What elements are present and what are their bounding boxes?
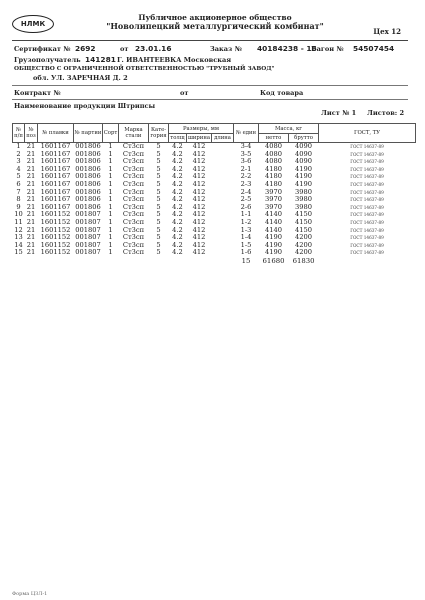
thickness-cell: 4.2 [172, 203, 183, 211]
width-cell: 412 [192, 173, 206, 181]
grade-cell: 1 [108, 203, 113, 211]
net-mass-cell: 4180 [265, 173, 283, 181]
steel-grade-cell: Ст3сп [122, 158, 145, 166]
position-cell: 21 [26, 211, 36, 219]
contract-date-label: от [180, 89, 189, 97]
grade-cell: 1 [108, 211, 113, 219]
batch-number-cell: 001807 [75, 249, 101, 257]
row-number-cell: 15 [14, 249, 23, 257]
batch-number-cell: 001806 [75, 173, 101, 181]
net-mass-cell: 4140 [265, 226, 283, 234]
header-divider [12, 40, 408, 41]
batch-number-cell: 001807 [75, 241, 101, 249]
order-label: Заказ № [210, 45, 242, 53]
grade-cell: 1 [108, 226, 113, 234]
wagon-label: Вагон № [311, 45, 344, 53]
width-cell: 412 [192, 226, 206, 234]
gross-mass-cell: 4150 [295, 211, 313, 219]
net-mass-cell: 4140 [265, 218, 283, 226]
batch-number-cell: 001806 [75, 188, 101, 196]
gross-mass-cell: 4090 [295, 142, 313, 150]
width-cell: 412 [192, 249, 206, 257]
grade-cell: 1 [108, 165, 113, 173]
position-cell: 21 [26, 196, 36, 204]
category-cell: 5 [156, 234, 161, 242]
length-cell [212, 204, 234, 212]
plate-number-cell: 1601167 [40, 173, 71, 181]
thickness-cell: 4.2 [172, 150, 183, 158]
width-cell: 412 [192, 234, 206, 242]
gross-mass-cell: 4190 [295, 180, 313, 188]
col-category-header: Кате-гория [149, 124, 169, 143]
table-row [13, 196, 416, 204]
plate-number-cell: 1601167 [40, 150, 71, 158]
thickness-cell: 4.2 [172, 188, 183, 196]
col-net-header: нетто [259, 134, 289, 143]
net-mass-cell: 3970 [265, 188, 283, 196]
unit-number-cell: 1-6 [240, 249, 252, 257]
gross-mass-cell: 4200 [295, 234, 313, 242]
totals-row [13, 257, 416, 266]
length-cell [212, 219, 234, 227]
plate-number-cell: 1601167 [40, 188, 71, 196]
consignee-divider [12, 85, 408, 86]
grade-cell: 1 [108, 180, 113, 188]
certificate-date: 23.01.16 [135, 44, 172, 53]
form-footer: Форма ЦЗЛ-1 [12, 591, 48, 597]
total-gross: 61830 [292, 256, 315, 265]
category-cell: 5 [156, 142, 161, 150]
position-cell: 21 [26, 241, 36, 249]
grade-cell: 1 [108, 249, 113, 257]
thickness-cell: 4.2 [172, 158, 183, 166]
table-row [13, 173, 416, 181]
gost-cell: ГОСТ 14637-89 [350, 212, 384, 218]
row-number-cell: 12 [14, 226, 23, 234]
category-cell: 5 [156, 188, 161, 196]
position-cell: 21 [26, 173, 36, 181]
length-cell [212, 158, 234, 166]
batch-number-cell: 001807 [75, 218, 101, 226]
batch-number-cell: 001807 [75, 226, 101, 234]
gost-cell: ГОСТ 14637-89 [350, 242, 384, 248]
batch-number-cell: 001807 [75, 234, 101, 242]
gross-mass-cell: 4200 [295, 241, 313, 249]
table-row [13, 242, 416, 250]
category-cell: 5 [156, 180, 161, 188]
batch-number-cell: 001806 [75, 150, 101, 158]
row-number-cell: 8 [16, 196, 21, 204]
plate-number-cell: 1601167 [40, 203, 71, 211]
col-grade-header: Сорт [103, 124, 119, 143]
thickness-cell: 4.2 [172, 142, 183, 150]
width-cell: 412 [192, 180, 206, 188]
table-row [13, 204, 416, 212]
position-cell: 21 [26, 234, 36, 242]
batch-number-cell: 001806 [75, 196, 101, 204]
width-cell: 412 [192, 150, 206, 158]
thickness-cell: 4.2 [172, 211, 183, 219]
gross-mass-cell: 4190 [295, 165, 313, 173]
gross-mass-cell: 4150 [295, 218, 313, 226]
row-number-cell: 1 [16, 142, 21, 150]
unit-number-cell: 3-5 [240, 150, 252, 158]
unit-number-cell: 2-1 [240, 165, 252, 173]
net-mass-cell: 4190 [265, 249, 283, 257]
table-row [13, 249, 416, 257]
plate-number-cell: 1601167 [40, 165, 71, 173]
col-pos-header: № поз [25, 124, 38, 143]
row-number-cell: 3 [16, 158, 21, 166]
net-mass-cell: 4180 [265, 165, 283, 173]
grade-cell: 1 [108, 173, 113, 181]
steel-grade-cell: Ст3сп [122, 234, 145, 242]
net-mass-cell: 4080 [265, 158, 283, 166]
col-thickness-header: толщ [170, 135, 185, 141]
thickness-cell: 4.2 [172, 241, 183, 249]
steel-grade-cell: Ст3сп [122, 150, 145, 158]
thickness-cell: 4.2 [172, 234, 183, 242]
steel-grade-cell: Ст3сп [122, 226, 145, 234]
plate-number-cell: 1601152 [40, 249, 71, 257]
row-number-cell: 14 [14, 241, 23, 249]
thickness-cell: 4.2 [172, 226, 183, 234]
length-cell [212, 181, 234, 189]
gross-mass-cell: 3980 [295, 203, 313, 211]
row-number-cell: 9 [16, 203, 21, 211]
contract-divider [12, 99, 408, 100]
gross-mass-cell: 4090 [295, 158, 313, 166]
row-number-cell: 11 [14, 218, 23, 226]
position-cell: 21 [26, 150, 36, 158]
order-number: 40184238 - 16 [257, 44, 317, 53]
col-np-header: № п/п [13, 124, 25, 143]
steel-grade-cell: Ст3сп [122, 188, 145, 196]
gross-mass-cell: 3980 [295, 188, 313, 196]
thickness-cell: 4.2 [172, 173, 183, 181]
gost-cell: ГОСТ 14637-89 [350, 227, 384, 233]
width-cell: 412 [192, 218, 206, 226]
gross-mass-cell: 4090 [295, 150, 313, 158]
unit-number-cell: 3-4 [240, 142, 252, 150]
plate-number-cell: 1601152 [40, 226, 71, 234]
unit-number-cell: 2-3 [240, 180, 252, 188]
unit-number-cell: 1-1 [240, 211, 252, 219]
length-cell [212, 166, 234, 174]
company-name [65, 13, 365, 31]
gross-mass-cell: 4150 [295, 226, 313, 234]
width-cell: 412 [192, 165, 206, 173]
table-body [13, 143, 416, 257]
table-row [13, 181, 416, 189]
batch-number-cell: 001806 [75, 142, 101, 150]
length-cell [212, 227, 234, 235]
thickness-cell: 4.2 [172, 218, 183, 226]
col-length-header: длина [212, 134, 234, 143]
steel-grade-cell: Ст3сп [122, 165, 145, 173]
gost-cell: ГОСТ 14637-89 [350, 189, 384, 195]
gross-mass-cell: 4200 [295, 249, 313, 257]
batch-number-cell: 001806 [75, 158, 101, 166]
sheet-number: Лист № 1 [321, 109, 357, 117]
col-dims-header: Размеры, мм [169, 124, 234, 134]
total-count: 15 [241, 256, 251, 265]
steel-grade-cell: Ст3сп [122, 196, 145, 204]
grade-cell: 1 [108, 158, 113, 166]
col-plate-header: № плавки [38, 124, 74, 143]
consignee-organization: ОБЩЕСТВО С ОГРАНИЧЕННОЙ ОТВЕТСТВЕННОСТЬЮ "ТРУБНЫЙ ЗАВОД" [14, 66, 275, 72]
gost-cell: ГОСТ 14637-89 [350, 204, 384, 210]
table-row [13, 234, 416, 242]
category-cell: 5 [156, 165, 161, 173]
position-cell: 21 [26, 158, 36, 166]
total-net: 61680 [262, 256, 285, 265]
product-name: Наименование продукции Штрипсы [14, 102, 156, 110]
unit-number-cell: 2-6 [240, 203, 252, 211]
col-batch-header: № партии [74, 124, 103, 143]
col-gost-header: ГОСТ, ТУ [319, 124, 416, 143]
category-cell: 5 [156, 218, 161, 226]
row-number-cell: 5 [16, 173, 21, 181]
unit-number-cell: 3-6 [240, 158, 252, 166]
wagon-number: 54507454 [353, 44, 395, 53]
consignee-city: Г. ИВАНТЕЕВКА Московская [117, 56, 232, 64]
plate-number-cell: 1601167 [40, 142, 71, 150]
net-mass-cell: 4080 [265, 142, 283, 150]
plate-number-cell: 1601167 [40, 196, 71, 204]
steel-grade-cell: Ст3сп [122, 173, 145, 181]
length-cell [212, 151, 234, 159]
gross-mass-cell: 3980 [295, 196, 313, 204]
row-number-cell: 7 [16, 188, 21, 196]
col-steel-header: Марка стали [119, 124, 149, 143]
net-mass-cell: 4190 [265, 234, 283, 242]
certificate-number: 2692 [75, 44, 96, 53]
plate-number-cell: 1601152 [40, 211, 71, 219]
steel-grade-cell: Ст3сп [122, 142, 145, 150]
width-cell: 412 [192, 196, 206, 204]
position-cell: 21 [26, 249, 36, 257]
length-cell [212, 249, 234, 257]
length-cell [212, 234, 234, 242]
plate-number-cell: 1601152 [40, 234, 71, 242]
unit-number-cell: 2-2 [240, 173, 252, 181]
thickness-cell: 4.2 [172, 196, 183, 204]
col-mass-header: Масса, кг [259, 124, 319, 134]
category-cell: 5 [156, 196, 161, 204]
table-row [13, 211, 416, 219]
goods-code-label: Код товара [260, 89, 304, 97]
thickness-cell: 4.2 [172, 180, 183, 188]
length-cell [212, 196, 234, 204]
plate-number-cell: 1601167 [40, 180, 71, 188]
thickness-cell: 4.2 [172, 249, 183, 257]
table-row [13, 166, 416, 174]
gost-cell: ГОСТ 14637-89 [350, 181, 384, 187]
gost-cell: ГОСТ 14637-89 [350, 235, 384, 241]
position-cell: 21 [26, 142, 36, 150]
category-cell: 5 [156, 226, 161, 234]
col-width-header: ширина [187, 135, 211, 141]
batch-number-cell: 001806 [75, 203, 101, 211]
row-number-cell: 10 [14, 211, 23, 219]
consignee-label: Грузополучатель [14, 56, 81, 64]
plate-number-cell: 1601167 [40, 158, 71, 166]
position-cell: 21 [26, 226, 36, 234]
certificate-label: Сертификат № [14, 45, 71, 53]
gost-cell: ГОСТ 14637-89 [350, 197, 384, 203]
net-mass-cell: 4140 [265, 211, 283, 219]
position-cell: 21 [26, 218, 36, 226]
width-cell: 412 [192, 188, 206, 196]
consignee-address: обл. УЛ. ЗАРЕЧНАЯ Д. 2 [33, 74, 128, 82]
gost-cell: ГОСТ 14637-89 [350, 174, 384, 180]
thickness-cell: 4.2 [172, 165, 183, 173]
width-cell: 412 [192, 203, 206, 211]
steel-grade-cell: Ст3сп [122, 249, 145, 257]
position-cell: 21 [26, 203, 36, 211]
length-cell [212, 189, 234, 197]
width-cell: 412 [192, 158, 206, 166]
steel-grade-cell: Ст3сп [122, 218, 145, 226]
category-cell: 5 [156, 203, 161, 211]
contract-label: Контракт № [14, 89, 61, 97]
gost-cell: ГОСТ 14637-89 [350, 166, 384, 172]
gost-cell: ГОСТ 14637-89 [350, 219, 384, 225]
batch-number-cell: 001806 [75, 180, 101, 188]
row-number-cell: 4 [16, 165, 21, 173]
gost-cell: ГОСТ 14637-89 [350, 151, 384, 157]
steel-grade-cell: Ст3сп [122, 241, 145, 249]
net-mass-cell: 4180 [265, 180, 283, 188]
length-cell [212, 211, 234, 219]
unit-number-cell: 1-3 [240, 226, 252, 234]
table-row [13, 151, 416, 159]
unit-number-cell: 2-4 [240, 188, 252, 196]
unit-number-cell: 1-5 [240, 241, 252, 249]
company-line-2: "Новолипецкий металлургический комбинат" [106, 21, 324, 31]
width-cell: 412 [192, 142, 206, 150]
grade-cell: 1 [108, 196, 113, 204]
width-cell: 412 [192, 211, 206, 219]
gost-cell: ГОСТ 14637-89 [350, 144, 384, 149]
table-row [13, 227, 416, 235]
position-cell: 21 [26, 165, 36, 173]
batch-number-cell: 001807 [75, 211, 101, 219]
net-mass-cell: 3970 [265, 196, 283, 204]
date-label: от [120, 45, 129, 53]
batch-number-cell: 001806 [75, 165, 101, 173]
consignee-code: 141281 [85, 55, 116, 64]
unit-number-cell: 2-5 [240, 196, 252, 204]
unit-number-cell: 1-4 [240, 234, 252, 242]
net-mass-cell: 4080 [265, 150, 283, 158]
row-number-cell: 2 [16, 150, 21, 158]
position-cell: 21 [26, 180, 36, 188]
col-gross-header: брутто [289, 134, 319, 143]
col-units-header: № един [234, 124, 259, 143]
gross-mass-cell: 4190 [295, 173, 313, 181]
table-row [13, 189, 416, 197]
shop-number: Цех 12 [373, 27, 401, 36]
category-cell: 5 [156, 241, 161, 249]
row-number-cell: 6 [16, 180, 21, 188]
gost-cell: ГОСТ 14637-89 [350, 159, 384, 165]
net-mass-cell: 3970 [265, 203, 283, 211]
company-line-1: Публичное акционерное общество [138, 13, 292, 22]
plate-number-cell: 1601152 [40, 218, 71, 226]
gost-cell: ГОСТ 14637-89 [350, 250, 384, 256]
grade-cell: 1 [108, 142, 113, 150]
width-cell: 412 [192, 241, 206, 249]
sheet-total: Листов: 2 [367, 109, 405, 117]
table-row [13, 143, 416, 151]
grade-cell: 1 [108, 234, 113, 242]
nlmk-logo: НЛМК [12, 15, 54, 33]
category-cell: 5 [156, 211, 161, 219]
grade-cell: 1 [108, 150, 113, 158]
certificate-page [5, 5, 415, 597]
category-cell: 5 [156, 150, 161, 158]
grade-cell: 1 [108, 188, 113, 196]
category-cell: 5 [156, 249, 161, 257]
length-cell [212, 143, 234, 151]
net-mass-cell: 4190 [265, 241, 283, 249]
steel-grade-cell: Ст3сп [122, 180, 145, 188]
row-number-cell: 13 [14, 234, 23, 242]
category-cell: 5 [156, 158, 161, 166]
product-table [12, 123, 416, 266]
plate-number-cell: 1601152 [40, 241, 71, 249]
grade-cell: 1 [108, 218, 113, 226]
table-row [13, 219, 416, 227]
position-cell: 21 [26, 188, 36, 196]
grade-cell: 1 [108, 241, 113, 249]
steel-grade-cell: Ст3сп [122, 203, 145, 211]
unit-number-cell: 1-2 [240, 218, 252, 226]
steel-grade-cell: Ст3сп [122, 211, 145, 219]
length-cell [212, 242, 234, 250]
length-cell [212, 173, 234, 181]
table-row [13, 158, 416, 166]
category-cell: 5 [156, 173, 161, 181]
